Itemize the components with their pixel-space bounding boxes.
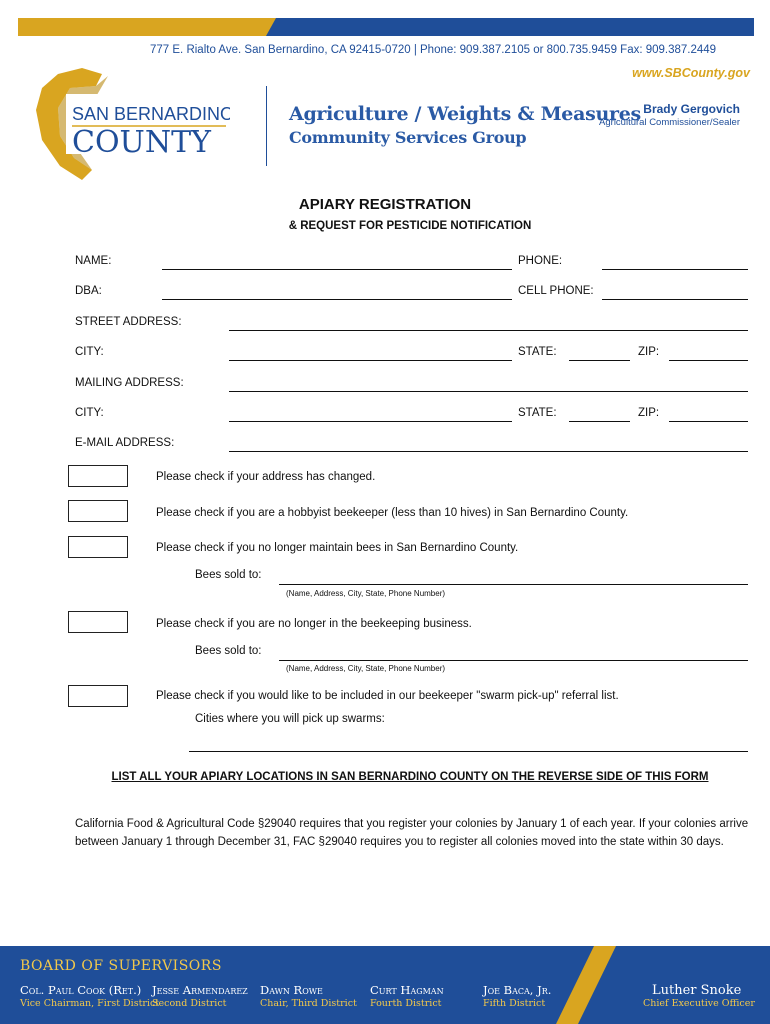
- mailing-city-field[interactable]: [229, 421, 512, 422]
- official-title: Agricultural Commissioner/Sealer: [599, 117, 740, 128]
- member-role-3: Chair, Third District: [260, 998, 357, 1009]
- mailing-address-label: MAILING ADDRESS:: [75, 377, 184, 389]
- bees-sold-to-label: Bees sold to:: [195, 569, 262, 581]
- swarm-cities-field[interactable]: [189, 751, 748, 752]
- county-seal-icon: [30, 66, 230, 184]
- address-changed-checkbox[interactable]: [68, 465, 128, 487]
- name-label: NAME:: [75, 255, 112, 267]
- cell-phone-label: CELL PHONE:: [518, 285, 594, 297]
- bees-sold-to-field-2[interactable]: [279, 660, 748, 661]
- address-changed-text: Please check if your address has changed.: [156, 471, 376, 483]
- logo-text-top: SAN BERNARDINO: [72, 104, 230, 124]
- ceo-name: Luther Snoke: [652, 983, 742, 998]
- mailing-address-field[interactable]: [229, 391, 748, 392]
- bees-sold-to-hint-2: (Name, Address, City, State, Phone Number): [286, 664, 446, 673]
- state-field[interactable]: [569, 360, 630, 361]
- no-longer-maintain-text: Please check if you no longer maintain bees in San Bernardino County.: [156, 542, 519, 554]
- hobbyist-checkbox[interactable]: [68, 500, 128, 522]
- dba-field[interactable]: [162, 299, 512, 300]
- bees-sold-to-label-2: Bees sold to:: [195, 645, 262, 657]
- contact-address-line: 777 E. Rialto Ave. San Bernardino, CA 92415-0720 | Phone: 909.387.2105 or 800.735.9459 Fax: 909.387.2449: [150, 44, 717, 56]
- member-role-4: Fourth District: [370, 998, 442, 1009]
- member-role-5: Fifth District: [483, 998, 546, 1009]
- department-name: Agriculture / Weights & Measures: [289, 103, 641, 125]
- mailing-zip-label: ZIP:: [638, 407, 660, 419]
- ceo-title: Chief Executive Officer: [643, 998, 755, 1009]
- member-role-2: Second District: [152, 998, 227, 1009]
- form-subtitle: & REQUEST FOR PESTICIDE NOTIFICATION: [288, 220, 532, 232]
- street-address-label: STREET ADDRESS:: [75, 316, 182, 328]
- no-longer-maintain-checkbox[interactable]: [68, 536, 128, 558]
- swarm-cities-label: Cities where you will pick up swarms:: [195, 713, 385, 725]
- email-field[interactable]: [229, 451, 748, 452]
- member-name-5: Joe Baca, Jr.: [483, 983, 552, 997]
- logo-text-bottom: COUNTY: [72, 125, 211, 160]
- zip-label: ZIP:: [638, 346, 660, 358]
- member-name-3: Dawn Rowe: [260, 983, 323, 997]
- email-label: E-MAIL ADDRESS:: [75, 437, 175, 449]
- apiary-locations-note: LIST ALL YOUR APIARY LOCATIONS IN SAN BERNARDINO COUNTY ON THE REVERSE SIDE OF THIS FORM: [111, 771, 709, 783]
- legal-notice: California Food & Agricultural Code §29040 requires that you register your colonies by January 1 of each year. If your colonies arrive between January 1 through December 31, FAC §29040 requires you to register all colonies moved into the state within 30 days.: [75, 818, 749, 848]
- bees-sold-to-field[interactable]: [279, 584, 748, 585]
- county-logo: [30, 66, 230, 184]
- mailing-zip-field[interactable]: [669, 421, 748, 422]
- city-field[interactable]: [229, 360, 512, 361]
- bees-sold-to-hint: (Name, Address, City, State, Phone Number): [286, 589, 446, 598]
- hobbyist-text: Please check if you are a hobbyist beekeeper (less than 10 hives) in San Bernardino County.: [156, 507, 629, 519]
- mailing-city-label: CITY:: [75, 407, 104, 419]
- member-name-1: Col. Paul Cook (Ret.): [20, 983, 142, 997]
- official-name: Brady Gergovich: [643, 102, 740, 116]
- header-gold-band: [18, 18, 276, 36]
- group-name: Community Services Group: [289, 128, 527, 147]
- phone-label: PHONE:: [518, 255, 563, 267]
- mailing-state-field[interactable]: [569, 421, 630, 422]
- board-title: BOARD OF SUPERVISORS: [20, 958, 222, 974]
- swarm-list-text: Please check if you would like to be included in our beekeeper "swarm pick-up" referral list.: [156, 690, 619, 702]
- dba-label: DBA:: [75, 285, 102, 297]
- member-name-4: Curt Hagman: [370, 983, 444, 997]
- no-longer-business-text: Please check if you are no longer in the beekeeping business.: [156, 618, 472, 630]
- state-label: STATE:: [518, 346, 557, 358]
- street-address-field[interactable]: [229, 330, 748, 331]
- city-label: CITY:: [75, 346, 104, 358]
- member-role-1: Vice Chairman, First District: [20, 998, 160, 1009]
- cell-phone-field[interactable]: [602, 299, 748, 300]
- phone-field[interactable]: [602, 269, 748, 270]
- mailing-state-label: STATE:: [518, 407, 557, 419]
- member-name-2: Jesse Armendarez: [152, 983, 248, 997]
- header-blue-band: [266, 18, 754, 36]
- header-divider: [266, 86, 267, 166]
- zip-field[interactable]: [669, 360, 748, 361]
- no-longer-business-checkbox[interactable]: [68, 611, 128, 633]
- swarm-list-checkbox[interactable]: [68, 685, 128, 707]
- name-field[interactable]: [162, 269, 512, 270]
- form-title: APIARY REGISTRATION: [298, 196, 472, 213]
- website-link[interactable]: www.SBCounty.gov: [632, 66, 750, 80]
